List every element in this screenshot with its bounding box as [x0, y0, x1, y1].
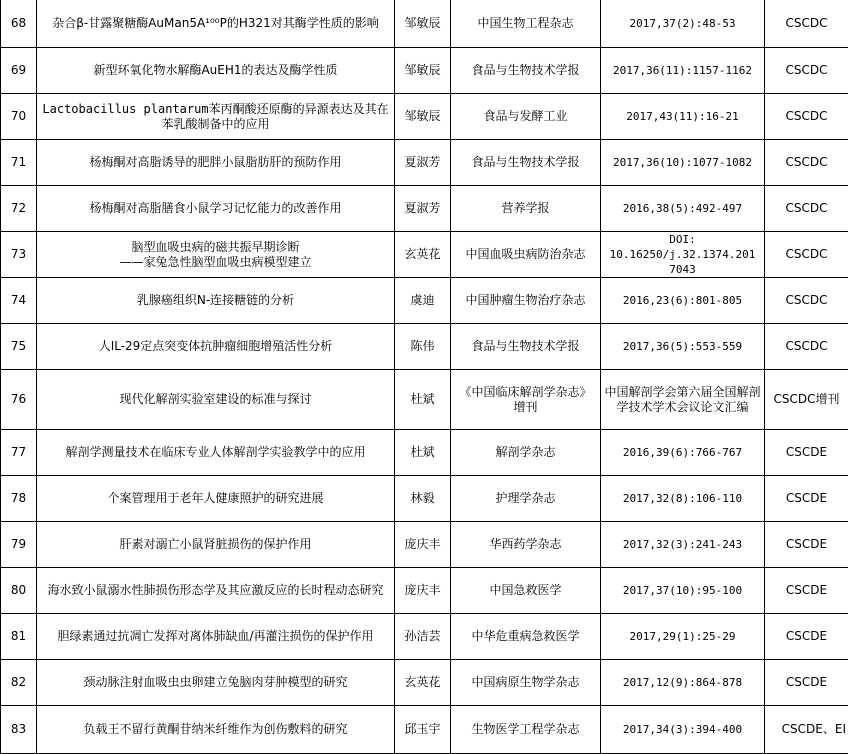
journal-name: 中国血吸虫病防治杂志	[451, 232, 601, 278]
index-status: CSCDC	[765, 140, 848, 186]
author-name: 林毅	[395, 476, 451, 522]
author-name: 陈伟	[395, 324, 451, 370]
index-status: CSCDC	[765, 94, 848, 140]
index-status: CSCDC	[765, 232, 848, 278]
index-status: CSCDE、EI	[765, 706, 848, 754]
paper-title: Lactobacillus plantarum苯丙酮酸还原酶的异源表达及其在苯乳酸制备中的应用	[37, 94, 395, 140]
citation-info: 2017,36(11):1157-1162	[601, 48, 765, 94]
citation-info: 2017,36(5):553-559	[601, 324, 765, 370]
table-row	[1, 476, 848, 522]
table-row	[1, 660, 848, 706]
table-row	[1, 324, 848, 370]
paper-title: 现代化解剖实验室建设的标准与探讨	[37, 370, 395, 430]
journal-name: 解剖学杂志	[451, 430, 601, 476]
index-status: CSCDC	[765, 324, 848, 370]
citation-info: 2017,37(2):48-53	[601, 0, 765, 48]
paper-title: 新型环氧化物水解酶AuEH1的表达及酶学性质	[37, 48, 395, 94]
author-name: 孙洁芸	[395, 614, 451, 660]
table-row	[1, 48, 848, 94]
citation-info: 2017,36(10):1077-1082	[601, 140, 765, 186]
row-number: 81	[1, 614, 37, 660]
table-row	[1, 278, 848, 324]
paper-title: 乳腺癌组织N-连接糖链的分析	[37, 278, 395, 324]
index-status: CSCDE	[765, 568, 848, 614]
table-row	[1, 614, 848, 660]
paper-title: 脑型血吸虫病的磁共振早期诊断 ——家兔急性脑型血吸虫病模型建立	[37, 232, 395, 278]
journal-name: 华西药学杂志	[451, 522, 601, 568]
journal-name: 营养学报	[451, 186, 601, 232]
index-status: CSCDC增刊	[765, 370, 848, 430]
table-row	[1, 430, 848, 476]
journal-name: 中国生物工程杂志	[451, 0, 601, 48]
author-name: 虞迪	[395, 278, 451, 324]
citation-info: 2017,32(8):106-110	[601, 476, 765, 522]
author-name: 夏淑芳	[395, 186, 451, 232]
journal-name: 食品与生物技术学报	[451, 48, 601, 94]
index-status: CSCDE	[765, 430, 848, 476]
journal-name: 食品与发酵工业	[451, 94, 601, 140]
author-name: 邱玉宇	[395, 706, 451, 754]
author-name: 庞庆丰	[395, 522, 451, 568]
journal-name: 食品与生物技术学报	[451, 140, 601, 186]
citation-info: 2016,38(5):492-497	[601, 186, 765, 232]
row-number: 75	[1, 324, 37, 370]
journal-name: 《中国临床解剖学杂志》 增刊	[451, 370, 601, 430]
author-name: 邹敏辰	[395, 0, 451, 48]
journal-name: 中国急救医学	[451, 568, 601, 614]
author-name: 夏淑芳	[395, 140, 451, 186]
journal-name: 护理学杂志	[451, 476, 601, 522]
row-number: 71	[1, 140, 37, 186]
citation-info: DOI: 10.16250/j.32.1374.201 7043	[601, 232, 765, 278]
row-number: 69	[1, 48, 37, 94]
row-number: 78	[1, 476, 37, 522]
paper-title: 杂合β-甘露聚糖酶AuMan5A¹⁰⁰P的H321对其酶学性质的影响	[37, 0, 395, 48]
citation-info: 2017,43(11):16-21	[601, 94, 765, 140]
journal-name: 食品与生物技术学报	[451, 324, 601, 370]
index-status: CSCDE	[765, 660, 848, 706]
row-number: 73	[1, 232, 37, 278]
journal-name: 生物医学工程学杂志	[451, 706, 601, 754]
table-row	[1, 232, 848, 278]
author-name: 杜斌	[395, 430, 451, 476]
publication-rows	[1, 0, 848, 754]
row-number: 68	[1, 0, 37, 48]
index-status: CSCDE	[765, 476, 848, 522]
row-number: 80	[1, 568, 37, 614]
table-row	[1, 186, 848, 232]
table-row	[1, 568, 848, 614]
author-name: 玄英花	[395, 660, 451, 706]
table-row	[1, 370, 848, 430]
index-status: CSCDC	[765, 278, 848, 324]
paper-title: 杨梅酮对高脂膳食小鼠学习记忆能力的改善作用	[37, 186, 395, 232]
citation-info: 2017,37(10):95-100	[601, 568, 765, 614]
index-status: CSCDC	[765, 0, 848, 48]
index-status: CSCDE	[765, 522, 848, 568]
paper-title: 颈动脉注射血吸虫虫卵建立兔脑肉芽肿模型的研究	[37, 660, 395, 706]
author-name: 邹敏辰	[395, 94, 451, 140]
row-number: 76	[1, 370, 37, 430]
citation-info: 2016,23(6):801-805	[601, 278, 765, 324]
table-row	[1, 0, 848, 48]
citation-info: 2017,32(3):241-243	[601, 522, 765, 568]
table-row	[1, 140, 848, 186]
paper-title: 负载王不留行黄酮苷纳米纤维作为创伤敷料的研究	[37, 706, 395, 754]
row-number: 77	[1, 430, 37, 476]
paper-title: 解剖学测量技术在临床专业人体解剖学实验教学中的应用	[37, 430, 395, 476]
paper-title: 杨梅酮对高脂诱导的肥胖小鼠脂肪肝的预防作用	[37, 140, 395, 186]
row-number: 83	[1, 706, 37, 754]
row-number: 74	[1, 278, 37, 324]
table-row	[1, 706, 848, 754]
author-name: 庞庆丰	[395, 568, 451, 614]
paper-title: 个案管理用于老年人健康照护的研究进展	[37, 476, 395, 522]
index-status: CSCDE	[765, 614, 848, 660]
journal-name: 中华危重病急救医学	[451, 614, 601, 660]
citation-info: 2017,29(1):25-29	[601, 614, 765, 660]
paper-title: 人IL-29定点突变体抗肿瘤细胞增殖活性分析	[37, 324, 395, 370]
citation-info: 2017,34(3):394-400	[601, 706, 765, 754]
citation-info: 2017,12(9):864-878	[601, 660, 765, 706]
paper-title: 肝素对溺亡小鼠肾脏损伤的保护作用	[37, 522, 395, 568]
paper-title: 胆绿素通过抗凋亡发挥对离体肺缺血/再灌注损伤的保护作用	[37, 614, 395, 660]
row-number: 72	[1, 186, 37, 232]
index-status: CSCDC	[765, 48, 848, 94]
author-name: 玄英花	[395, 232, 451, 278]
citation-info: 中国解剖学会第六届全国解剖学技术学术会议论文汇编	[601, 370, 765, 430]
row-number: 70	[1, 94, 37, 140]
table-row	[1, 522, 848, 568]
author-name: 邹敏辰	[395, 48, 451, 94]
index-status: CSCDC	[765, 186, 848, 232]
author-name: 杜斌	[395, 370, 451, 430]
citation-info: 2016,39(6):766-767	[601, 430, 765, 476]
table-row	[1, 94, 848, 140]
journal-name: 中国病原生物学杂志	[451, 660, 601, 706]
paper-title: 海水致小鼠溺水性肺损伤形态学及其应激反应的长时程动态研究	[37, 568, 395, 614]
row-number: 79	[1, 522, 37, 568]
row-number: 82	[1, 660, 37, 706]
journal-name: 中国肿瘤生物治疗杂志	[451, 278, 601, 324]
